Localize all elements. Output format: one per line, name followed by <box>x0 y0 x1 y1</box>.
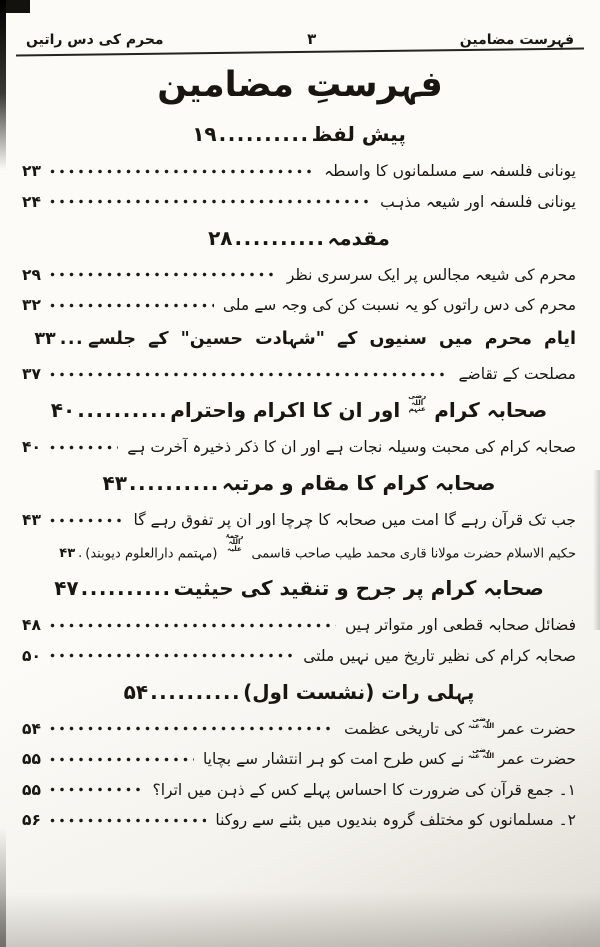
toc-entry <box>22 362 576 386</box>
dotted-leader <box>50 518 125 523</box>
dotted-leader: .......... <box>234 225 326 250</box>
entry-title: صحابہ کرام کی محبت وسیلہ نجات ہے اور ان کا ذکر ذخیرہ آخرت ہے <box>127 438 576 457</box>
dotted-leader <box>50 169 315 174</box>
running-header-book-title: محرم کی دس راتیں <box>26 32 164 48</box>
dotted-leader: .......... <box>218 122 310 146</box>
toc-entry <box>22 435 576 459</box>
honorific-seal: رضی اللہ عنہ <box>468 745 495 761</box>
scan-edge-left <box>0 0 6 170</box>
entry-title: ۲۔ مسلمانوں کو مختلف گروہ بندیوں میں بٹنے سے روکنا <box>215 811 576 830</box>
entry-page-number: ۴۳ <box>59 546 76 562</box>
toc-entry <box>22 747 576 771</box>
running-header-section: فہرست مضامین <box>459 32 574 48</box>
entry-title: ایام محرم میں سنیوں کے "شہادت حسین" کے جلسے <box>88 329 576 350</box>
scan-bottom-shade <box>0 892 600 947</box>
scan-smudge-right <box>593 470 600 630</box>
entry-page-number: ۳۳ <box>34 329 56 350</box>
dotted-leader <box>50 653 294 658</box>
toc-entry <box>22 223 576 254</box>
toc-entry <box>22 293 576 317</box>
dotted-leader <box>50 303 214 308</box>
entry-page-number: ۳۲ <box>22 296 41 315</box>
toc-entry <box>22 644 576 668</box>
entry-title: محرم کی دس راتوں کو یہ نسبت کن کی وجہ سے ملی <box>222 296 576 315</box>
entry-title: حکیم الاسلام حضرت مولانا قاری محمد طیب صاحب قاسمیرحمۃ اللہ علیہ(مہتمم دارالعلوم دیوبند) <box>85 531 576 562</box>
running-header-page-number: ۳ <box>307 30 317 48</box>
entry-page-number: ۵۰ <box>22 646 41 665</box>
toc-entry <box>22 531 576 564</box>
toc-entry <box>22 159 576 183</box>
entry-title: حضرت عمررضی اللہ عنہکی تاریخی عظمت <box>344 715 576 738</box>
entry-page-number: ۲۳ <box>22 162 41 180</box>
entry-page-number: ۴۳ <box>22 511 41 530</box>
toc-entry <box>22 778 576 802</box>
toc-entry <box>22 119 576 150</box>
entry-title: ۱۔ جمع قرآن کی ضرورت کا احساس پہلے کس کے ذہن میں اترا؟ <box>152 780 576 799</box>
honorific-seal: رحمۃ اللہ علیہ <box>225 531 244 554</box>
entry-title: یونانی فلسفہ سے مسلمانوں کا واسطہ <box>324 162 576 180</box>
entry-page-number: ۲۹ <box>22 265 41 284</box>
dotted-leader: .......... <box>128 471 220 496</box>
entry-title: حضرت عمررضی اللہ عنہنے کس طرح امت کو ہر انتشار سے بچایا <box>202 745 576 769</box>
toc-entry <box>22 573 576 604</box>
dotted-leader <box>50 199 371 204</box>
header-rule <box>16 48 584 57</box>
honorific-seal: رضی اللہ عنہ <box>468 715 495 730</box>
toc-entry <box>22 326 576 353</box>
entry-title: محرم کی شیعہ مجالس پر ایک سرسری نظر <box>286 265 576 284</box>
entry-page-number: ۲۴ <box>22 192 41 211</box>
entry-title: مقدمہ <box>327 225 390 250</box>
entry-title: صحابہ کرام کی نظیر تاریخ میں نہیں ملتی <box>303 646 576 665</box>
entry-page-number: ۴۷ <box>54 576 79 601</box>
toc-entry <box>22 391 576 426</box>
toc-entry <box>22 190 576 214</box>
entry-title: صحابہ کرام کا مقام و مرتبہ <box>221 471 496 496</box>
entry-page-number: ۵۴ <box>123 679 149 704</box>
entry-title: یونانی فلسفہ اور شیعہ مذہب <box>380 192 576 211</box>
dotted-leader: .......... <box>80 576 172 601</box>
toc-entry <box>22 613 576 637</box>
entry-title: فضائل صحابہ قطعی اور متواتر ہیں <box>344 616 576 635</box>
toc-entry <box>22 808 576 832</box>
entry-title: پیش لفظ <box>311 122 406 146</box>
toc-list <box>22 119 576 832</box>
dotted-leader <box>50 787 144 792</box>
entry-page-number: ۱۹ <box>192 122 217 146</box>
entry-title: جب تک قرآن رہے گا امت میں صحابہ کا چرچا اور ان پر تفوق رہے گا <box>133 511 576 530</box>
entry-title: صحابہ کرامرضی اللہ عنہماور ان کا اکرام واحترام <box>170 391 548 423</box>
dotted-leader <box>50 623 336 628</box>
entry-page-number: ۵۵ <box>22 750 41 769</box>
dotted-leader <box>50 272 278 277</box>
toc-entry <box>22 677 576 708</box>
entry-page-number: ۴۰ <box>50 398 76 423</box>
entry-page-number: ۵۴ <box>22 719 41 738</box>
dotted-leader: .......... <box>77 398 169 423</box>
toc-entry <box>22 263 576 287</box>
dotted-leader: .......... <box>150 679 242 704</box>
entry-page-number: ۵۶ <box>22 811 41 830</box>
entry-page-number: ۴۳ <box>102 471 127 496</box>
toc-entry <box>22 508 576 532</box>
dotted-leader: . <box>78 546 83 562</box>
dotted-leader <box>50 818 206 823</box>
dotted-leader: ... <box>59 329 85 350</box>
entry-page-number: ۲۸ <box>208 225 233 250</box>
dotted-leader <box>50 726 335 731</box>
page-title: فہرستِ مضامین <box>157 65 443 105</box>
entry-page-number: ۳۷ <box>22 365 41 384</box>
entry-page-number: ۴۰ <box>22 438 41 457</box>
running-header <box>26 30 574 48</box>
honorific-seal: رضی اللہ عنہم <box>408 391 427 414</box>
entry-title: مصلحت کے تقاضے <box>458 365 576 384</box>
entry-title: پہلی رات (نشست اول) <box>243 679 475 704</box>
toc-entry <box>22 468 576 499</box>
dotted-leader <box>50 372 450 377</box>
entry-page-number: ۵۵ <box>22 780 41 799</box>
entry-title: صحابہ کرام پر جرح و تنقید کی حیثیت <box>173 576 544 601</box>
dotted-leader <box>50 445 118 450</box>
entry-page-number: ۴۸ <box>22 616 41 635</box>
toc-entry <box>22 717 576 741</box>
dotted-leader <box>50 757 194 762</box>
